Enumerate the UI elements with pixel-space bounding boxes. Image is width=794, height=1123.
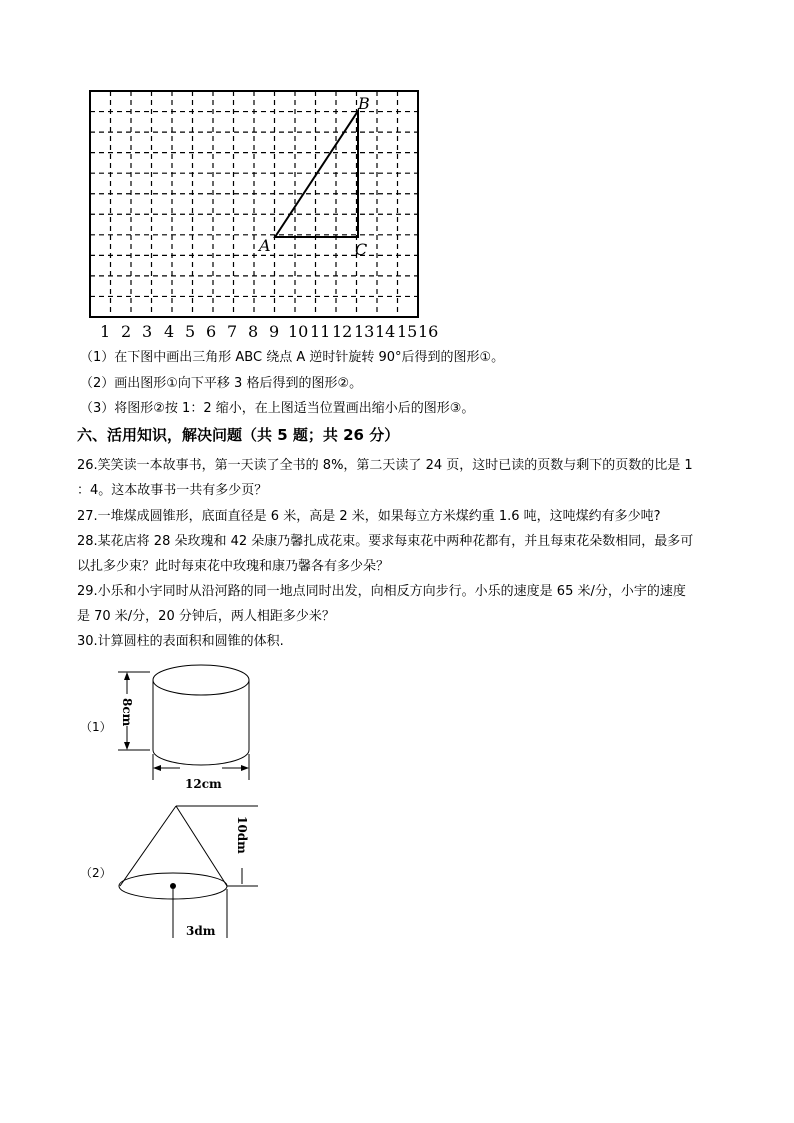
grid-dashed-lines [90, 91, 418, 317]
cylinder-height-label: 8cm [120, 698, 134, 727]
problem-29-line-1: 29.小乐和小宇同时从沿河路的同一地点同时出发，向相反方向步行。小乐的速度是 65 米/分，小宇的速度 [77, 584, 686, 599]
cone-center-dot [170, 883, 176, 889]
cone-right-side [176, 806, 227, 886]
x-number: 10 [288, 322, 309, 341]
problem-28-line-2: 以扎多少束？此时每束花中玫瑰和康乃馨各有多少朵？ [77, 559, 390, 574]
arrowhead-left [153, 765, 161, 771]
x-number: 1 [100, 322, 111, 341]
grid-question-3: （3）将图形②按 1：2 缩小，在上图适当位置画出缩小后的图形③。 [80, 401, 475, 416]
arrowhead-down [124, 742, 130, 750]
point-label-a: A [259, 236, 271, 255]
grid-question-2: （2）画出图形①向下平移 3 格后得到的图形②。 [80, 376, 363, 391]
x-number: 8 [248, 322, 259, 341]
section-title: 六、活用知识，解决问题（共 5 题；共 26 分） [77, 426, 400, 444]
point-label-b: B [358, 94, 370, 113]
figure-label-2: （2） [80, 866, 112, 880]
x-number: 9 [269, 322, 280, 341]
cylinder-width-label: 12cm [185, 777, 222, 791]
problem-30: 30.计算圆柱的表面积和圆锥的体积. [77, 634, 284, 649]
x-number: 7 [227, 322, 238, 341]
x-number: 13 [354, 322, 375, 341]
x-number: 12 [332, 322, 353, 341]
grid-figure [86, 88, 422, 322]
cylinder-bottom [153, 750, 249, 765]
problem-27: 27.一堆煤成圆锥形，底面直径是 6 米，高是 2 米，如果每立方米煤约重 1.6 吨，这吨煤约有多少吨? [77, 509, 661, 524]
cylinder-figure [110, 662, 270, 794]
cone-height-label: 10dm [235, 816, 249, 854]
problem-26-line-2: ：4。这本故事书一共有多少页？ [77, 483, 268, 498]
arrowhead-up [124, 672, 130, 680]
x-number: 15 [397, 322, 418, 341]
figure-label-1: （1） [80, 720, 112, 734]
grid-question-1: （1）在下图中画出三角形 ABC 绕点 A 逆时针旋转 90°后得到的图形①。 [80, 350, 505, 365]
cone-radius-label: 3dm [186, 924, 216, 938]
x-number: 6 [206, 322, 217, 341]
problem-26-line-1: 26.笑笑读一本故事书，第一天读了全书的 8%，第二天读了 24 页，这时已读的页数与剩下的页数的比是 1 [77, 458, 693, 473]
x-number: 4 [164, 322, 175, 341]
problem-29-line-2: 是 70 米/分，20 分钟后，两人相距多少米？ [77, 609, 335, 624]
x-number: 5 [185, 322, 196, 341]
cone-figure [110, 800, 270, 945]
x-number: 14 [375, 322, 396, 341]
point-label-c: C [355, 240, 368, 259]
arrowhead-right [241, 765, 249, 771]
x-number: 3 [142, 322, 153, 341]
x-number: 16 [418, 322, 439, 341]
triangle-abc [275, 111, 358, 237]
grid-x-numbers [100, 322, 440, 342]
problem-28-line-1: 28.某花店将 28 朵玫瑰和 42 朵康乃馨扎成花束。要求每束花中两种花都有，并且每束花朵数相同，最多可 [77, 534, 694, 549]
x-number: 2 [121, 322, 132, 341]
x-number: 11 [310, 322, 331, 341]
cylinder-top [153, 665, 249, 695]
